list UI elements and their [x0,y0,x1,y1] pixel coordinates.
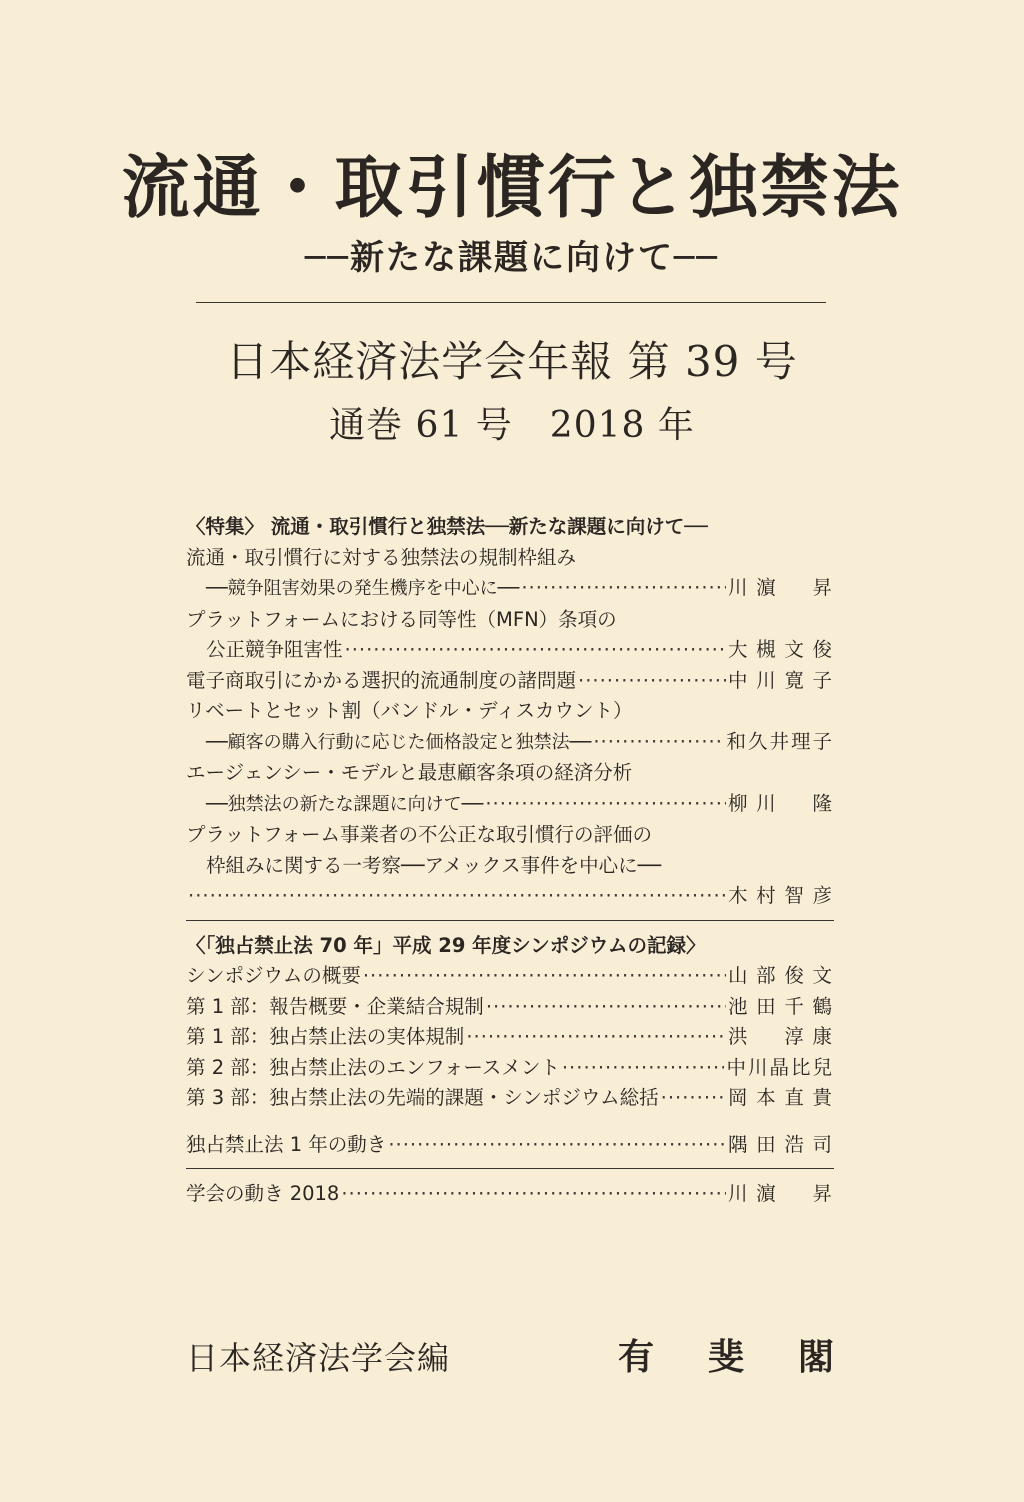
toc-entry [186,881,834,912]
toc-entry-title: 第 3 部：独占禁止法の先端的課題・シンポジウム総括 [186,1086,659,1109]
section-divider [186,1168,834,1169]
toc-entry [186,992,834,1023]
leader-dots [466,1022,726,1053]
section-divider [186,920,834,921]
spacer [186,1114,834,1130]
leader-dots [593,727,724,758]
toc-entry [186,666,834,697]
leader-dots [345,635,726,666]
toc-entry-subtitle: ──競争阻害効果の発生機序を中心に── [206,578,520,599]
toc-entry-title: 電子商取引にかかる選択的流通制度の諸問題 [186,668,577,692]
leader-dots [341,1179,726,1210]
toc-entry-subtitle: 枠組みに関する一考察──アメックス事件を中心に── [206,853,662,877]
toc-entry [186,1130,834,1161]
toc-entry-title: 流通・取引慣行に対する独禁法の規制枠組み [186,545,577,569]
toc-entry-title: 独占禁止法 1 年の動き [186,1132,387,1156]
toc-entry-subtitle: ──独禁法の新たな課題に向けて── [206,793,484,815]
leader-dots [363,961,726,992]
book-subtitle: ──新たな課題に向けて── [305,238,719,278]
special-feature-heading: 〈特集〉 流通・取引慣行と独禁法──新たな課題に向けて── [186,515,708,538]
toc-entry-author: 大槻文俊 [728,638,834,661]
volume-info: 通巻 61 号 2018 年 [329,405,695,446]
toc-entry-author: 山部俊文 [728,964,834,987]
toc-entry [186,1053,834,1084]
leader-dots [578,666,726,697]
toc-entry-title: 学会の動き 2018 [186,1182,340,1205]
journal-name: 日本経済法学会年報 第 39 号 [226,337,798,386]
symposium-heading: 〈「独占禁止法 70 年」平成 29 年度シンポジウムの記録〉 [186,933,706,957]
toc-entry-title: プラットフォームにおける同等性（MFN）条項の [186,607,617,631]
toc-entry-author: 川濵 昇 [728,576,834,599]
toc-entry-author: 柳川 隆 [728,791,834,815]
leader-dots [485,789,726,820]
toc-entry [186,573,834,605]
toc-entry-title: 第 1 部：独占禁止法の実体規制 [186,1025,465,1048]
toc-entry-author: 和久井理子 [726,729,834,753]
toc-entry-title: 第 2 部：独占禁止法のエンフォースメント [186,1055,560,1079]
toc-entry-author: 中川晶比兒 [726,1055,834,1079]
title-divider [196,302,826,303]
toc-entry-title: 第 1 部：報告概要・企業結合規制 [186,994,484,1018]
toc-entry [186,635,834,666]
toc-entry-subtitle: ──顧客の購入行動に応じた価格設定と独禁法── [206,731,592,753]
book-title: 流通・取引慣行と独禁法 [121,148,903,228]
toc-entry-title: プラットフォーム事業者の不公正な取引慣行の評価の [186,823,653,846]
toc-entry-author: 隅田浩司 [728,1132,834,1156]
toc-entry-title: リベートとセット割（バンドル・ディスカウント） [186,699,633,722]
toc-entry-subtitle: 公正競争阻害性 [206,638,343,661]
toc-entry [186,1179,834,1210]
leader-dots [661,1083,726,1114]
toc-entry [186,727,834,759]
leader-dots [388,1130,726,1161]
toc-entry [186,1022,834,1053]
toc-entry-author: 木村智彦 [728,884,834,907]
leader-dots [562,1053,725,1084]
toc-entry-title: エージェンシー・モデルと最恵顧客条項の経済分析 [186,761,633,784]
leader-dots [521,573,726,604]
table-of-contents [186,512,834,1210]
toc-entry-title: シンポジウムの概要 [186,964,361,987]
toc-entry-author: 岡本直貴 [728,1086,834,1109]
toc-entry-author: 中川寛子 [728,668,834,692]
toc-entry-author: 池田千鶴 [728,994,834,1018]
toc-entry [186,789,834,821]
toc-entry [186,1083,834,1114]
editor-credit: 日本経済法学会編 [186,1339,451,1377]
publisher-name: 有 斐 閣 [618,1336,834,1378]
toc-entry [186,961,834,992]
toc-entry-author: 洪 淳康 [728,1025,834,1048]
leader-dots [188,881,726,912]
leader-dots [486,992,726,1023]
toc-entry-author: 川濵 昇 [728,1182,834,1205]
